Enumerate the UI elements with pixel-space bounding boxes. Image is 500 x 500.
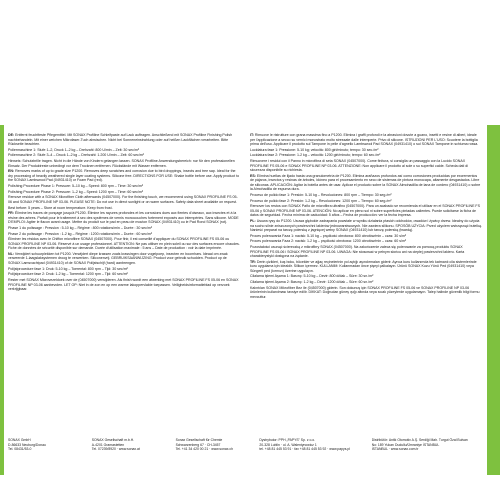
instruction-paragraph [8, 267, 240, 272]
instruction-paragraph [250, 148, 482, 153]
address-line: İSTANBUL · www.sonax.com.tr [371, 447, 419, 452]
language-code: IT: [250, 133, 255, 137]
instruction-text: Élimine les traces de ponçage jusqu'à P1200. Élimine les rayures profondes et les corrosions dues aux fientes d'oiseaux, aux insectes et à la résine des arbres. Parfait pour le traitement à sec des systèmes de vernis monocouches fortement exposés aux intempéries. Sans silicone. MODE D'EMPLOI: Agiter le flacon avant usage. Mettre du produit sur le pad en peau de mouton SONAX (04931410) ou le Pad Rond SONAX (rot). [8, 211, 240, 225]
instruction-paragraph [250, 133, 482, 147]
instruction-paragraph [8, 206, 240, 211]
instruction-paragraph [8, 159, 240, 168]
instruction-paragraph [8, 272, 240, 277]
instruction-text: Best before: 5 years – Store at room temperature. Keep from frost. [8, 205, 113, 210]
instruction-paragraph [250, 239, 482, 244]
instruction-text: Polishing Procedure Phase 1: Pressure: 5–10 kg – Speed: 800 rpm – Time: 30 sec/m² [8, 183, 144, 188]
language-code: TR: [250, 259, 257, 264]
address-line: SONAX GmbH [8, 438, 31, 442]
instruction-paragraph [8, 232, 240, 237]
address-line: D-86633 Neuburg/Donau [8, 442, 46, 447]
left-instructions-column [8, 133, 240, 433]
address-line: Distribütör: Antik Otomotiv A.Ş. Serdiği Mah. Turgut Özal Bulvarı [371, 438, 468, 442]
instruction-text: Entfernt feuchtfeste Pflegemittel. Mit SONAX Profiline Schleifpaste auf Lack auftragen. Anschließend mit SONAX Profiline Finishing Polish nachbehandeln. Mit einer weichen Mikrofaser-Tuch abwischen. Nicht bei Sonneneinstrahlung oder auf heißen Lackflächen verarbeiten. Bitte Rückseite beachten. [8, 133, 234, 146]
instruction-text: Phase 2 du polissage : Pression : 1-2 kg – Régime : 1200 rotations/min – Durée : 60 sec/m² [8, 231, 153, 236]
instruction-text: Removes marks of up to grade size P1200. Removes deep scratches and corrosion due to bird droppings, insects and tree sap. Ideal for the dry processing of heavily weathered single layer coating systems. Silicone free. DIRECTIONS FOR USE: Shake bottle before use. Apply product to the SONAX Lambswool Pad (04931410) or Foam Pad (red). [8, 169, 241, 183]
address-block [8, 438, 92, 464]
instruction-paragraph [8, 190, 240, 195]
address-block [92, 438, 176, 464]
instruction-paragraph [250, 260, 482, 274]
language-code: NL: [8, 251, 15, 256]
instruction-paragraph [250, 245, 482, 259]
instruction-paragraph [8, 148, 240, 153]
language-code: DE: [8, 133, 16, 137]
address-line: tel. +48 81 445 53 91 · fax +48 81 445 53 92 · www.papys.pl [259, 447, 351, 452]
instruction-text: Poliermaschine 1: Stufe 1–2, Druck 1–2 kg – Drehzahl: 800 U/min – Zeit: 30 sec/m² [8, 147, 140, 152]
address-line: Tel. 07239/8920 · www.sonax.at [91, 447, 140, 452]
language-code: FR: [8, 211, 15, 216]
green-edge-right [487, 125, 500, 475]
instruction-text: Verwijdert schuurplekken tot P1200. Verwijdert diepe krassen zoals krassingen door vogelpoep, insecten en boomhars. Ideaal om zwak verweerde 1-laagslaksystemen droog te verwerken. Siliconenvrij. GEBRUIKSAANWIJZING: Product voor gebruik schudden. Product op de SONAX Lamsvachtpad (04931410) of de SONAX Polijstschijf (hard) aanbrengen. [8, 251, 229, 265]
instruction-paragraph [250, 274, 482, 279]
instruction-text: Remove residue with a SONAX Microfiber Cloth afterwards (04507000). For the finishing touch, we recommend using SONAX PROFILINE FS 05-06 and SONAX PROFILINE NP 03-06. PLEASE NOTE: Do not use in direct sunlight or on warm surfaces. Safety data sheet available on request. [8, 195, 238, 204]
instruction-paragraph [250, 219, 482, 233]
instruction-text: Éliminer les résidus avec le Chiffon microfibre SONAX (04507000). Pour finir, il est conseillé d'appliquer du SONAX PROFILINE FS 05-06 ou SONAX PROFILINE NP 03-06. Réservé à un usage professionnel. ATTENTION: Ne pas utiliser en plein soleil ou sur des surfaces encore chaudes. Fiche de données de sécurité disponible sur demande. Durée d'utilisation maximale : 5 ans – Date de production : voir la date imprimée. [8, 237, 241, 251]
address-line: SONAX Gesellschaft m.b.H. [91, 438, 135, 442]
instruction-paragraph [8, 133, 240, 147]
instruction-text: Rimuove le ristrutture con grana massima fino a P1200. Elimina i graffi profondi e la abrasioni dovute a guano, insetti e resine di alberi, ideale per l'applicazione a secco su vernici monostrato molto stressate dalle intemperie. Privo di silicone. ISTRUZIONI PER L'USO: Scuotere la bottiglia prima dell'uso. Applicare il prodotto sul Tampone in pelle d'agnello Lambswool Pad SONAX (04931410) o sul SONAX Tampone in schiuma rossa. [250, 133, 479, 146]
instruction-text: Cilalama işlemi Aşama 2: Basınç: 1-2 kg – Devir: 1200 d/dak – Süre: 60 sn./m² [250, 280, 374, 285]
address-line: Tel. 08431/53-0 [8, 447, 32, 452]
address-line: A-4201 Gramastetten [91, 442, 125, 447]
instruction-paragraph [250, 174, 482, 192]
address-line: 20-328 Lublin · ul. A. Walentynowicz 1 [259, 442, 317, 447]
instruction-text: Proceso de pulido fase 1: Presión: 5-10 kg – Revoluciones: 800 rpm – Tiempo: 30 seg./m² [250, 192, 392, 197]
address-block [176, 438, 260, 464]
instruction-paragraph [250, 159, 482, 173]
instruction-text: Rimuovere i residui con il Panno in microfibra di seta SONAX (04507000). Come finitura, si consiglia un passaggio con la Lucido SONAX PROFILINE FS 05-06 e SONAX PROFILINE NP 03-06. ATTENZIONE: Non applicare il prodotto al sole o su superfici calde. Scheda dati di sicurezza disponibile su richiesta. [250, 159, 469, 173]
address-line: Sonax Gesellschaft für Chemie [175, 438, 223, 442]
instruction-paragraph [250, 234, 482, 239]
instruction-paragraph [250, 153, 482, 158]
instructions-columns [8, 133, 482, 433]
instruction-text: Lucidatura fase 2: Pressione: 1-2 kg – velocità: 1200 giri/minuto; tempo: 60 sec./m² [250, 153, 381, 158]
instruction-text: Pozostałości usunąć ściereczką z mikrofibry SONAX (04507000). Na zakończenie zaleca się polerowanie za pomocą produktu SONAX PROFILINE FS 05-06 i SONAX PROFILINE NP 03-06. UWAGA: Nie stosować w pełnym słońcu ani na ciepłej powierzchni lakieru. Karta charakterystyki dostępna na żądanie. [250, 245, 466, 259]
language-code: EN: [8, 169, 16, 174]
address-block [259, 438, 371, 464]
instruction-paragraph [250, 199, 482, 204]
instruction-text: Cilalama işlemi Aşama 1: Basınç: 5-10 kg – Devir: 800 d/dak – Süre: 30 sn./m² [250, 274, 374, 279]
label-sheet [4, 125, 487, 475]
instruction-text: Polijstprocedure fase 2: Druk: 1-2 kg – Toerental: 1200 rpm – Tijd: 60 sec/m² [8, 272, 128, 277]
instruction-paragraph [250, 193, 482, 198]
instruction-text: Remover los restos con SONAX Paño de microfibra ultrafino (04507000). Para un acabado se recomienda el utilizar en el SONAX PROFILINE FS 05-06 y SONAX PROFILINE NP 03-06. ATENCIÓN: No aplicar en pleno sol ni sobre superficies pintadas calientes. Puede solicitarse la ficha de datos de seguridad. Fecha mínima de caducidad: 5 años – Fecha de producción: ver la fecha impresa. [250, 204, 481, 218]
instruction-text: Proces polerowania Faza 1: nacisk: 5-10 kg – prędkość obrotowa: 800 obrotów/min – czas: 30 s/m² [250, 233, 407, 238]
instruction-text: Proceso de pulido fase 2: Presión: 1-2 kg – Revoluciones: 1200 rpm – Tiempo: 60 seg./m² [250, 198, 392, 203]
instruction-text: Phase 1 du polissage : Pression : 5-10 kg – Régime : 800 rotations/min – Durée : 30 sec/m² [8, 225, 153, 230]
instruction-paragraph [8, 211, 240, 225]
instruction-paragraph [250, 286, 482, 300]
instruction-paragraph [250, 204, 482, 218]
address-line: Tel. +41 34 420 00 21 · www.sonax.ch [175, 447, 233, 452]
instruction-text: Kalıntıları SONAX Mikrofiber Bez ile (04507000) giderin. Son dokunuş için SONAX PROFILINE FS 05-06 ve SONAX PROFILINE NP 03-06 ürünlerinin kullanılması tavsiye edilir. DİKKAT: Doğrudan güneş ışığı altında veya sıcak yüzeylerde uygulamayın. Talep halinde güvenlik bilgi formu mevcuttur. [250, 285, 481, 299]
address-line: Dystrybutor: PPH „PAPYS" Sp. z o.o. [259, 438, 316, 442]
instruction-text: Polishing Procedure Phase 2: Pressure: 1–2 kg – Speed: 1200 rpm – Time: 60 sec/m² [8, 189, 144, 194]
address-row [8, 438, 484, 464]
language-code: PL: [250, 219, 257, 223]
instruction-text: Usuwa rysy do P1200. Usuwa głębokie zadrapania powstałe w wyniku działania ptasich odchodów, owadów i żywicy drzew. Idealny do użycia na sucho silnie zniszczonych powierzchni lakierów jednowarstwowych. Nie zawiera silikonu. SPOSÓB UŻYCIA: Przed użyciem wstrząsnąć butelką. Nanieść preparat na tarczę polerską z jagnięcej wełny SONAX (04931410) lub tarczę polerską (twardą). [250, 219, 483, 232]
instruction-paragraph [8, 195, 240, 204]
instruction-paragraph [8, 226, 240, 231]
right-instructions-column [250, 133, 482, 433]
instruction-paragraph [8, 252, 240, 266]
instruction-text: Derin çizikleri, kuş boku, böcekler ve ağaç reçinelerinin yol açtığı aşındırmaları giderir. Ayrıca kuru kullanımda tek katmanlı cila sistemlerinde kuru uygulama için idealdir. Silikon içermez. KULLANIM: Kullanmadan önce şişeyi çalkalayın. Ürünü SONAX Kuzu Yünü Ped (04931410) veya Süngerli ped (kırmızı) üzerine uygulayın. [250, 259, 478, 273]
instruction-paragraph [8, 278, 240, 292]
instruction-text: Polijstprocedure fase 1: Druk: 5-10 kg – Toerental: 800 rpm – Tijd: 30 sec/m² [8, 266, 128, 271]
instruction-text: Poliermaschine 2: Stufe 3–4 – Druck 1–2 kg – Drehzahl: 1.200 U/min – Zeit: 60 sec/m² [8, 153, 144, 158]
instruction-paragraph [8, 153, 240, 158]
instruction-text: Lucidatura fase 1: Pressione: 5-10 kg; velocità: 800 giri/minuto; tempo: 30 sec./m² [250, 147, 379, 152]
instruction-text: Hinweis: Schutzbrille tragen. Nicht in die Hände von Kindern gelangen lassen. SONAX Profiline Anwendungsbereich: nur für den professionellen Einsatz. Der Produktreste unbedingt vor dem Trocknen entfernen. Rückstände mit Wasser entfernen. [8, 159, 236, 168]
address-line: Schwarzenberg 67 · CH-3457 [175, 442, 221, 447]
instruction-paragraph [8, 237, 240, 251]
address-block [372, 438, 484, 464]
address-line: No: 189 Yukarı Dudullu/Ümraniye İSTANBUL [371, 442, 440, 447]
instruction-text: Elimina huellas de lijado hasta una granulometría de P1200. Elimina arañazos profundos así como corrosiones producidas por excrementos de pájaros, insectos y resinas de árboles, idóneo para el procesamiento en seco de sistemas de pintura monocapa, altamente desgastados. Libre de siliconas. APLICACIÓN: Agitar la botella antes de usar. Aplicar el producto sobre la SONAX Almohadilla de lana de cordero (04931410) o sobre la Almohadilla de espuma dura. [250, 173, 482, 192]
language-code: ES: [250, 173, 257, 178]
instruction-paragraph [8, 169, 240, 183]
instruction-paragraph [250, 280, 482, 285]
instruction-paragraph [8, 184, 240, 189]
instruction-text: Proces polerowania Faza 2: nacisk: 1-2 kg – prędkość obrotowa: 1200 obrotów/min – czas: 60 s/m² [250, 239, 407, 244]
instruction-text: Rester met SONAX Microvezeldoek over de (04507000) verwijderen. Als finish wordt een afwerking met SONAX PROFILINE FS 05-06 en SONAX PROFILINE NP 03-06 aanbevolen. LET OP: Niet in de zon en op een warme lakoppervlakte toepassen. Veiligheidsinformatieblad op verzoek verkrijgbaar. [8, 278, 240, 291]
